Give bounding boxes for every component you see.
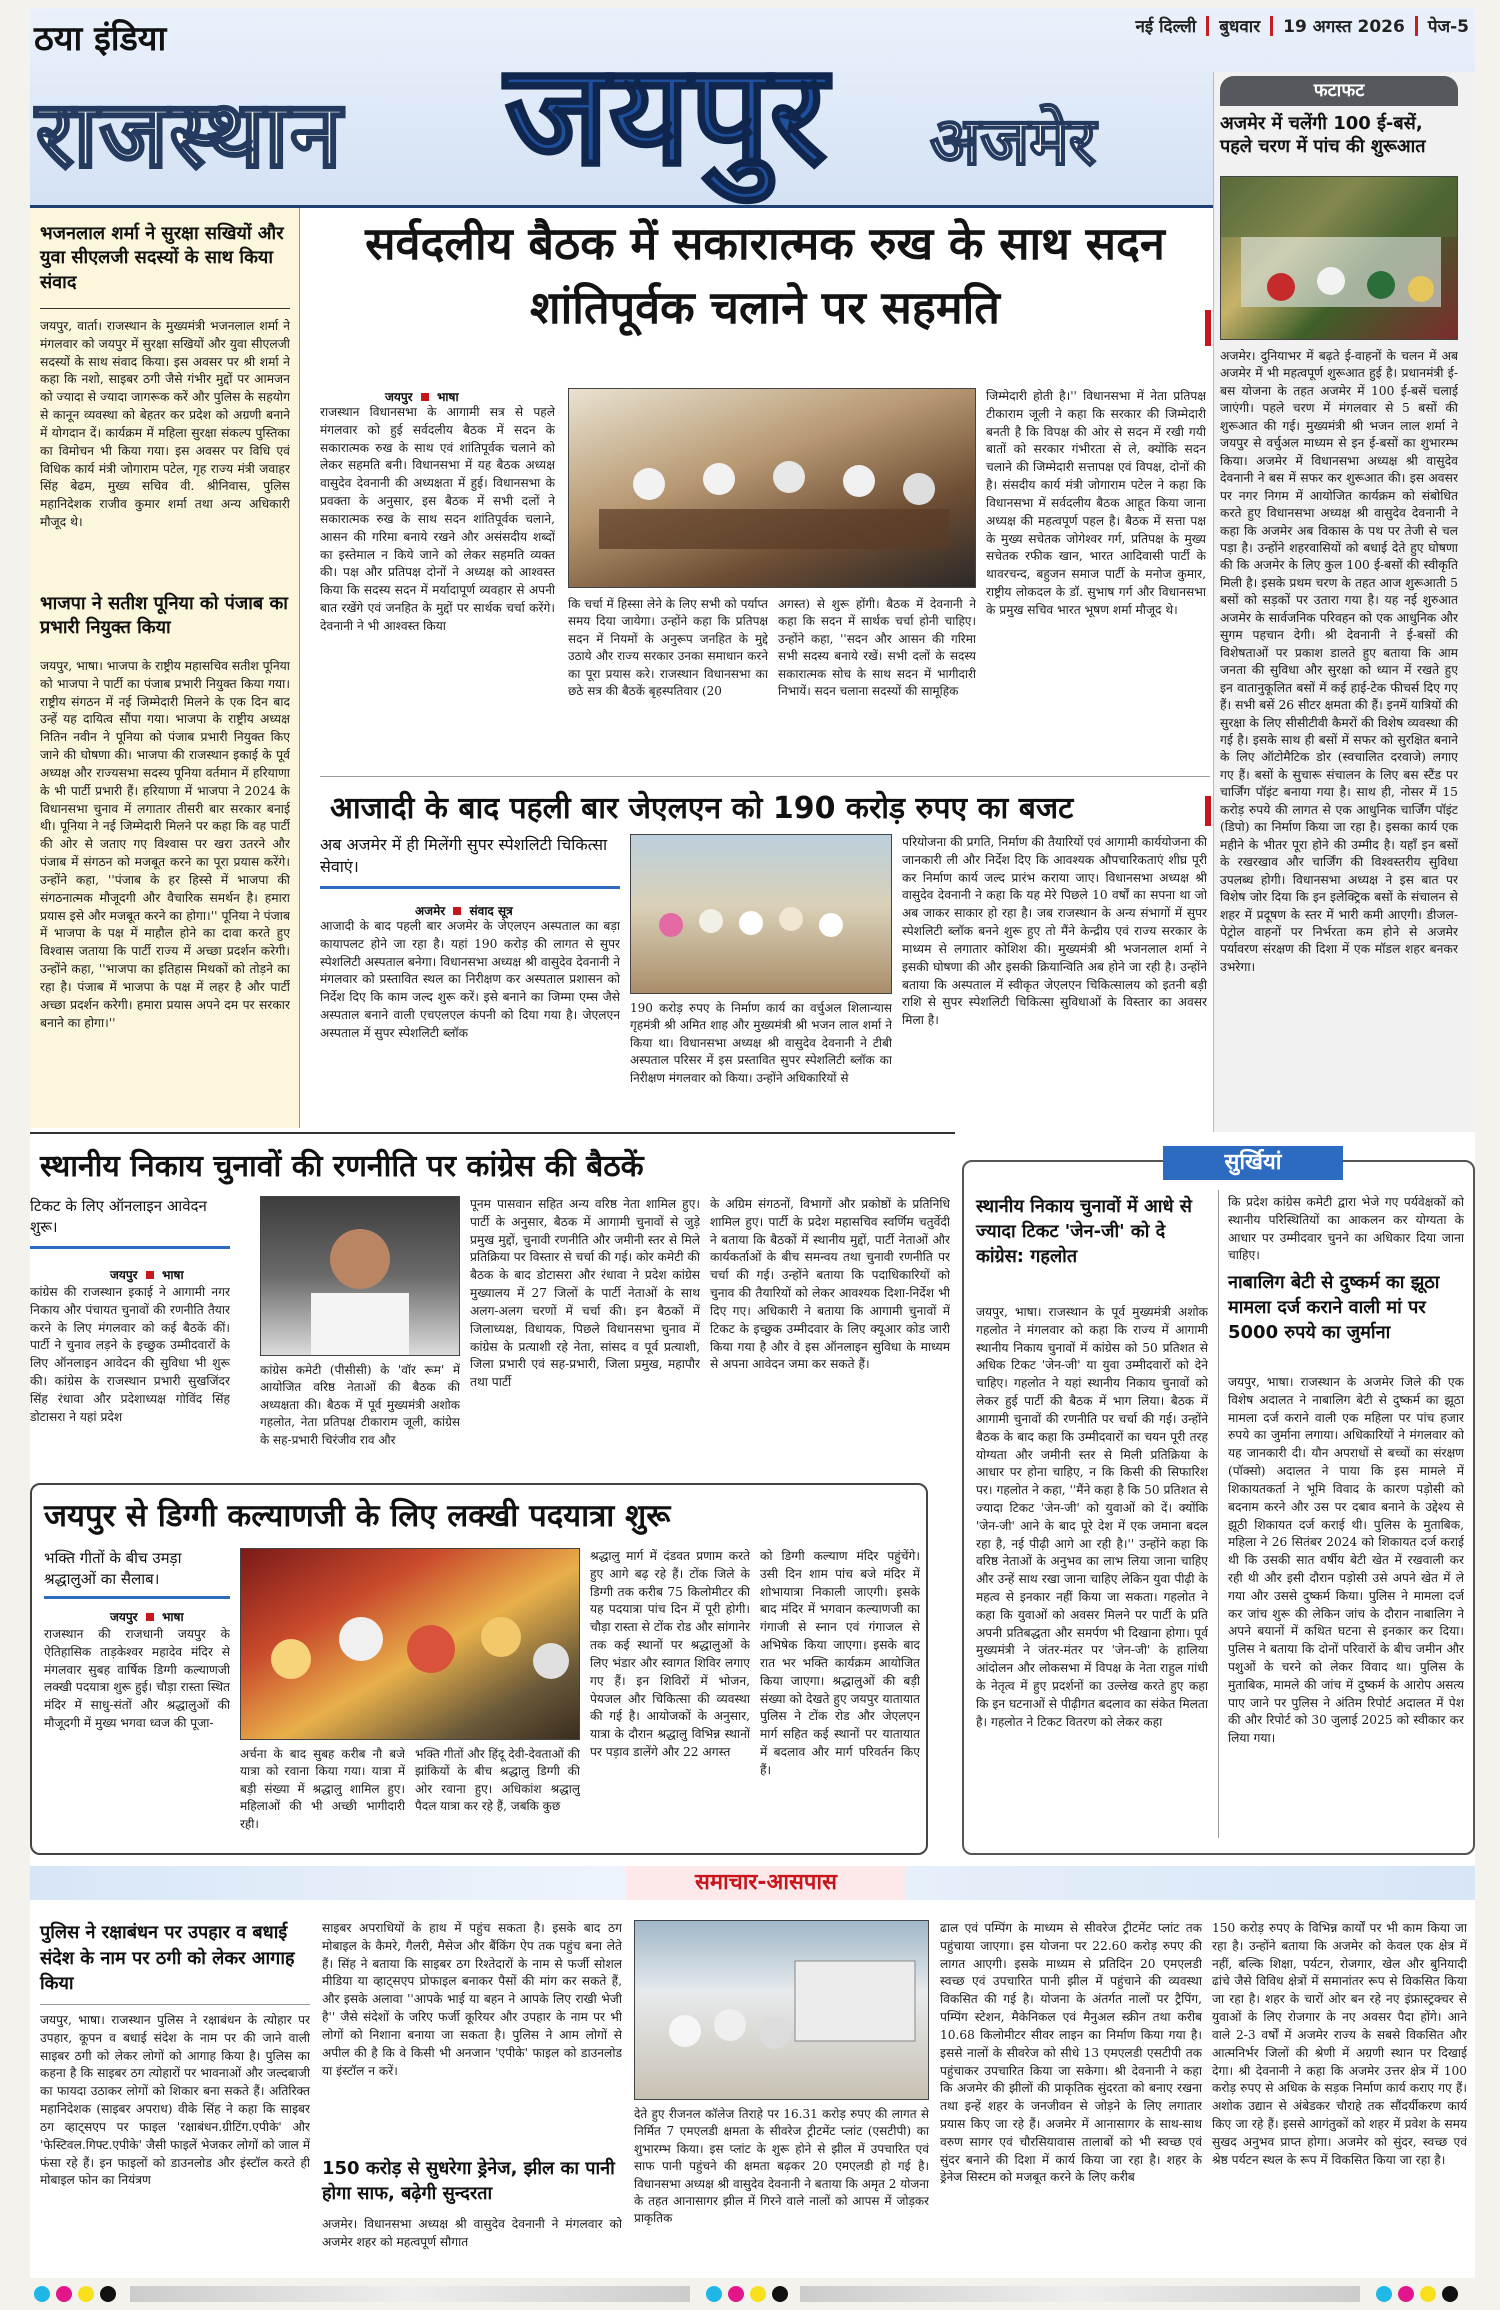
padyatra-column-5: को डिग्गी कल्याण मंदिर पहुंचेंगे। उसी दिन शाम पांच बजे मंदिर में शोभायात्रा निकाली जाएगी। इसके बाद मंदिर में भगवान कल्याणजी का गंगाजी से स्नान एवं गंगाजल से अभिषेक किया जाएगा। इसके बाद रात भर भक्ति कार्यक्रम आयोजित किया जाएगा। श्रद्धालुओं की बड़ी संख्या को देखते हुए जयपुर यातायात पुलिस ने टोंक रोड और जेएलएन मार्ग सहित कई स्थानों पर यातायात में बदलाव और मार्ग परिवर्तन किए हैं। [760,1549,920,1777]
cyan-registration-dot [1376,2286,1392,2302]
surkhiyan-tag: सुर्खियां [1163,1146,1343,1180]
divider [30,1246,230,1249]
black-registration-dot [100,2286,116,2302]
aaspaas-headline-2: 150 करोड़ से सुधरेगा ड्रेनेज, झील का पानी होगा साफ, बढ़ेगी सुन्दरता [322,2158,615,2205]
divider [320,886,620,889]
budget-byline [415,902,513,919]
byline-square-icon [421,393,429,401]
padyatra-kicker: भक्ति गीतों के बीच उमड़ा श्रद्धालुओं का सैलाब। [44,1549,182,1588]
yellow-registration-dot [750,2286,766,2302]
politician-portrait-figure [261,1197,459,1355]
left-article-2: जयपुर, भाषा। भाजपा के राष्ट्रीय महासचिव सतीश पूनिया को भाजपा ने पार्टी का पंजाब प्रभारी नियुक्त किया गया। राष्ट्रीय संगठन में नई जिम्मेदारी मिलने के एक दिन बाद उन्हें यह दायित्व सौंपा गया। भाजपा के राष्ट्रीय अध्यक्ष नितिन नवीन ने पूनिया को पंजाब प्रभारी नियुक्त किए जाने की घोषणा की। भाजपा की राजस्थान इकाई के पूर्व अध्यक्ष और राज्यसभा सदस्य पूनिया वर्तमान में हरियाणा के भी पार्टी प्रभारी हैं। हरियाणा में भाजपा ने 2024 के विधानसभा चुनाव में लगातार तीसरी बार सरकार बनाई थी। पूनिया ने नई जिम्मेदारी मिलने पर कहा कि वह पार्टी की ओर से जताए गए विश्वास पर खरा उतरने और पंजाब में संगठन को मजबूत करने का पूरा प्रयास करेंगे। उन्होंने कहा, ''पंजाब के हर हिस्से में भाजपा की संगठनात्मक मौजूदगी और वैचारिक समर्थन है। हमारा प्रयास इसे और मजबूत करने का होगा।'' पूनिया ने पंजाब में भाजपा के पक्ष में माहौल होने का दावा करते हुए विश्वास जताया कि पार्टी राज्य में अच्छा प्रदर्शन करेगी। उन्होंने कहा, ''भाजपा का इतिहास मिथकों को तोड़ने का रहा है। पंजाब में भाजपा के पक्ष में लहर है और पार्टी अच्छा प्रदर्शन करेगी। हमारा प्रयास अपने दम पर सरकार बनाने का होगा।'' [40,659,290,1030]
divider [320,776,1210,777]
divider [40,308,290,309]
fataft-body: अजमेर। दुनियाभर में बढ़ते ई-वाहनों के चलन में अब अजमेर में भी महत्वपूर्ण शुरूआत हुई है। प्रधानमंत्री ई-बस योजना के तहत अजमेर में 100 ई-बसें चलाई जाएंगी। पहले चरण में मंगलवार से 5 बसों की शुरूआत की गई। मुख्यमंत्री श्री भजन लाल शर्मा ने जयपुर से वर्चुअल माध्यम से इन ई-बसों का शुभारम्भ किया। अजमेर में विधानसभा अध्यक्ष श्री वासुदेव देवनानी ने बस में सफर कर शुरूआत की। इस अवसर पर नगर निगम में आयोजित कार्यक्रम को संबोधित करते हुए विधानसभा अध्यक्ष श्री वासुदेव देवनानी ने कहा कि अजमेर अब विकास के पथ पर तेजी से चल पड़ा है। उन्होंने शहरवासियों को बधाई देते हुए घोषणा की कि अजमेर के लिए कुल 100 ई-बसों की स्वीकृति मिली है। इसके प्रथम चरण के तहत आज शुरूआती 5 बसों को सड़कों पर उतारा गया है। यह नई शुरुआत अजमेर के सार्वजनिक परिवहन को एक आधुनिक और सुगम पहचान देगी। श्री देवनानी ने ई-बसों की विशेषताओं पर प्रकाश डालते हुए बताया कि आम जनता की सुविधा और सुरक्षा को ध्यान में रखते हुए इन वातानुकूलित बसों में कई हाई-टेक फीचर्स दिए गए हैं। सभी बसें 26 सीटर क्षमता की हैं। इनमें यात्रियों की सुरक्षा के लिए सीसीटीवी कैमरों की विशेष व्यवस्था की गई है। इसके साथ ही बसों में सफर को सुरक्षित बनाने के लिए ऑटोमैटिक डोर (स्वचालित दरवाजे) लगाए गए हैं। बसों के सुचारू संचालन के लिए बस स्टैंड पर चार्जिंग पॉइंट बनाया गया है। साथ ही, नोसर में 15 करोड़ रुपये की लागत से एक आधुनिक चार्जिंग पॉइंट (डिपो) का निर्माण किया जा रहा है। इसका कार्य एक महीने के भीतर पूरा होने की उम्मीद है। यहाँ इन बसों के रखरखाव और चार्जिंग की विश्वस्तरीय सुविधा उपलब्ध होगी। विधानसभा अध्यक्ष ने इस बात पर विशेष जोर दिया कि इन इलेक्ट्रिक बसों के संचालन से शहर में प्रदूषण के स्तर में भारी कमी आएगी। डीजल-पेट्रोल वाहनों पर निर्भरता कम होने से अजमेर पर्यावरण संरक्षण की दिशा में एक मॉडल शहर बनकर उभरेगा। [1220,349,1458,974]
aaspaas-tag: समाचार-आसपास [626,1866,906,1900]
padyatra-column-2: अर्चना के बाद सुबह करीब नौ बजे यात्रा को रवाना किया गया। यात्रा में बड़ी संख्या में श्रद्धालु शामिल हुए। महिलाओं की भी अच्छी भागीदारी रही। [240,1747,405,1831]
surkhiyan-headline-2: नाबालिग बेटी से दुष्कर्म का झूठा मामला दर्ज कराने वाली मां पर 5000 रुपये का जुर्माना [1228,1272,1440,1344]
procession-photo-scene [241,1549,579,1739]
congress-column-3: पूनम पासवान सहित अन्य वरिष्ठ नेता शामिल हुए। पार्टी के अनुसार, बैठक में आगामी चुनावों से जुड़े प्रमुख मुद्दों, चुनावी रणनीति और जमीनी स्तर से मिले प्रतिक्रिया पर विस्तार से चर्चा की गई। कोर कमेटी की बैठक के बाद डोटासरा और रंधावा ने प्रदेश कांग्रेस मुख्यालय में 27 जिलों के पार्टी नेताओं के साथ अलग-अलग चरणों में चर्चा की। इन बैठकों में जिलाध्यक्ष, विधायक, पिछले विधानसभा चुनाव में कांग्रेस के प्रत्याशी रहे नेता, सांसद व पूर्व प्रत्याशी, जिला प्रभारी एवं सह-प्रभारी, जिला प्रमुख, महापौर तथा पार्टी [470,1197,700,1390]
page-number: पेज-5 [1427,17,1469,37]
budget-column-1: आजादी के बाद पहली बार अजमेर के जेएलएन अस्पताल का बड़ा कायापलट होने जा रहा है। यहां 190 करोड़ की लागत से सुपर स्पेशलिटी अस्पताल बनेगा। विधानसभा अध्यक्ष श्री वासुदेव देवनानी ने मंगलवार को प्रस्तावित स्थल का निरीक्षण कर अस्पताल प्रशासन को निर्देश दिए कि काम जल्द शुरू करें। इसे बनाने का जिम्मा एम्स जैसे अस्पताल बनाने वाली एचएलएल कंपनी को दिया गया है। जेएलएन अस्पताल में सुपर स्पेशलिटी ब्लॉक [320,919,620,1040]
budget-byline-agency: संवाद सूत्र [469,904,513,918]
aaspaas-column-5: 150 करोड़ रुपए के विभिन्न कार्यों पर भी काम किया जा रहा है। उन्होंने बताया कि अजमेर को केवल एक क्षेत्र में नहीं, बल्कि शिक्षा, पर्यटन, रोजगार, खेल और बुनियादी ढांचे जैसे विविध क्षेत्रों में समानांतर रूप से विकसित किया जा रहा है। शहर के चारों ओर बन रहे नए इंफ्रास्ट्रक्चर से युवाओं के लिए रोजगार के नए अवसर पैदा होंगे। आने वाले 2-3 वर्षों में अजमेर राज्य के सबसे विकसित और आत्मनिर्भर जिलों की श्रेणी में अग्रणी स्थान पर दिखाई देगा। श्री देवनानी ने कहा कि अजमेर उत्तर क्षेत्र में 100 करोड़ रुपए से अधिक के सड़क निर्माण कार्य कराए गए हैं। अशोक उद्यान से अंबेडकर चौराहे तक सौंदर्यीकरण कार्य किए जा रहे हैं। इससे आगंतुकों को शहर में प्रवेश के समय सुखद अनुभव प्राप्त होगा। अजमेर को सुंदर, स्वच्छ एवं श्रेष्ठ पर्यटन स्थल के रूप में विकसित किया जा रहा है। [1212,1921,1467,2167]
hospital-visit-photo [630,834,892,994]
cyan-registration-dot [34,2286,50,2302]
aaspaas-column-3: देते हुए रीजनल कॉलेज तिराहे पर 16.31 करोड़ रुपए की लागत से निर्मित 7 एमएलडी क्षमता के सीवरेज ट्रीटमेंट प्लांट (एसटीपी) का शुभारम्भ किया। इस प्लांट के शुरू होने से झील में उपचारित एवं साफ पानी पहुंचने की क्षमता बढ़कर 20 एमएलडी हो गई है। विधानसभा अध्यक्ष श्री वासुदेव देवनानी ने बताया कि अमृत 2 योजना के तहत आनासागर झील में गिरने वाले नालों को आपस में जोड़कर प्राकृतिक [634,2107,929,2226]
padyatra-byline [110,1608,184,1625]
dateline-date: 19 अगस्त 2026 [1283,17,1405,37]
budget-byline-city: अजमेर [415,904,446,918]
lead-byline [385,388,459,405]
cyan-registration-dot [706,2286,722,2302]
divider [40,2004,310,2005]
congress-byline [110,1266,184,1283]
left-headline-2: भाजपा ने सतीश पूनिया को पंजाब का प्रभारी नियुक्त किया [40,593,288,639]
dateline [1135,14,1469,37]
budget-headline: आजादी के बाद पहली बार जेएलएन को 190 करोड़ रुपए का बजट [330,791,1074,826]
congress-kicker: टिकट के लिए ऑनलाइन आवेदन शुरू। [30,1197,207,1236]
print-registration-bar [0,2278,1500,2310]
padyatra-byline-city: जयपुर [110,1610,138,1624]
stp-inauguration-scene [635,1921,928,2099]
lead-headline: सर्वदलीय बैठक में सकारात्मक रुख के साथ सदन शांतिपूर्वक चलाने पर सहमति [365,217,1165,334]
dateline-separator [1270,16,1273,36]
aaspaas-article-1: जयपुर, भाषा। राजस्थान पुलिस ने रक्षाबंधन के त्योहार पर उपहार, कूपन व बधाई संदेश के नाम पर की जाने वाली साइबर ठगी को लेकर लोगों को आगाह किया है। पुलिस का कहना है कि साइबर ठग त्योहारों पर भावनाओं और जल्दबाजी का फायदा उठाकर लोगों को शिकार बना सकते हैं। अतिरिक्त महानिदेशक (साइबर अपराध) वीके सिंह ने कहा कि साइबर ठग व्हाट्सएप पर फाइल 'रक्षाबंधन.ग्रीटिंग.एपीके' और 'फेस्टिवल.गिफ्ट.एपीके' जैसी फाइलें भेजकर लोगों को जाल में फंसा रहे हैं। इन फाइलों को डाउनलोड और इंस्टॉल करते ही मोबाइल फोन का नियंत्रण [40,2013,310,2188]
magenta-registration-dot [728,2286,744,2302]
divider [1218,1190,1219,1838]
congress-column-2: कांग्रेस कमेटी (पीसीसी) के 'वॉर रूम' में आयोजित वरिष्ठ नेताओं की बैठक की अध्यक्षता की। बैठक में पूर्व मुख्यमंत्री अशोक गहलोत, नेता प्रतिपक्ष टीकाराम जूली, कांग्रेस के सह-प्रभारी चिरंजीव राव और [260,1363,460,1447]
lead-byline-agency: भाषा [436,390,459,404]
density-strip [130,2286,690,2302]
density-strip [800,2286,1360,2302]
divider [44,1596,230,1599]
padyatra-column-3: भक्ति गीतों और हिंदू देवी-देवताओं की झांकियों के बीच श्रद्धालु डिग्गी की ओर रवाना हुए। अधिकांश श्रद्धालु पैदल यात्रा कर रहे हैं, जबकि कुछ [415,1747,580,1814]
budget-kicker: अब अजमेर में ही मिलेंगी सुपर स्पेशलिटी चिकित्सा सेवाएं। [320,835,608,877]
divider [30,1132,955,1134]
fataft-tag: फटाफट [1220,76,1458,106]
congress-byline-city: जयपुर [110,1268,138,1282]
magenta-registration-dot [1398,2286,1414,2302]
aaspaas-article-2: अजमेर। विधानसभा अध्यक्ष श्री वासुदेव देवनानी ने मंगलवार को अजमेर शहर को महत्वपूर्ण सौगात [322,2217,622,2249]
padyatra-column-4: श्रद्धालु मार्ग में दंडवत प्रणाम करते हुए आगे बढ़ रहे हैं। टोंक जिले के डिग्गी तक करीब 75 किलोमीटर की यह पदयात्रा पांच दिन में पूरी होगी। चौड़ा रास्ता से टोंक रोड और सांगानेर तक कई स्थानों पर श्रद्धालुओं के लिए भंडार और स्वागत शिविर लगाए गए हैं। इन शिविरों में भोजन, पेयजल और चिकित्सा की व्यवस्था की गई है। आयोजकों के अनुसार, यात्रा के दौरान श्रद्धालु विभिन्न स्थानों पर पड़ाव डालेंगे और 22 अगस्त [590,1549,750,1759]
politician-portrait [260,1196,460,1356]
budget-column-2: 190 करोड़ रुपए के निर्माण कार्य का वर्चुअल शिलान्यास गृहमंत्री श्री अमित शाह और मुख्यमंत्री श्री भजन लाल शर्मा ने किया था। विधानसभा अध्यक्ष श्री वासुदेव देवनानी ने टीबी अस्पताल परिसर में इस प्रस्तावित सुपर स्पेशलिटी ब्लॉक का निरीक्षण मंगलवार को किया। उन्होंने अधिकारियों से [630,1001,892,1085]
sub-city-title: अजमेर [930,103,1096,180]
ebus-photo [1220,176,1458,340]
byline-square-icon [146,1613,154,1621]
lead-byline-city: जयपुर [385,390,413,404]
padyatra-byline-agency: भाषा [161,1610,184,1624]
dateline-day: बुधवार [1219,17,1261,37]
fataft-headline: अजमेर में चलेंगी 100 ई-बसें, पहले चरण में पांच की शुरूआत [1220,113,1426,158]
brand-logo: ठया इंडिया [34,19,167,59]
congress-column-4: के अग्रिम संगठनों, विभागों और प्रकोष्ठों के प्रतिनिधि शामिल हुए। पार्टी के प्रदेश महासचिव स्वर्णिम चतुर्वेदी ने बताया कि बैठकों में स्थानीय मुद्दों, पार्टी नेताओं और कार्यकर्ताओं के बीच समन्वय तथा चुनावी रणनीति पर चर्चा की गई। उन्होंने बताया कि पदाधिकारियों को चुनाव की तैयारियों को लेकर आवश्यक दिशा-निर्देश भी दिए गए। अधिकारी ने बताया कि आगामी चुनावों में टिकट के इच्छुक उम्मीदवार के लिए क्यूआर कोड जारी किया गया है और वे इस ऑनलाइन सुविधा के माध्यम से अपना आवेदन जमा कर सकते हैं। [710,1197,950,1372]
lead-column-2: कि चर्चा में हिस्सा लेने के लिए सभी को पर्याप्त समय दिया जायेगा। उन्होंने कहा कि प्रतिपक्ष सदन में नियमों के अनुरूप जनहित के मुद्दे उठाये और राज्य सरकार उनका समाधान करने का पूरा प्रयास करे। राजस्थान विधानसभा का छठे सत्र की बैठकें बृहस्पतिवार (20 [568,597,768,698]
lead-column-4: जिम्मेदारी होती है।'' विधानसभा में नेता प्रतिपक्ष टीकाराम जूली ने कहा कि सरकार की जिम्मेदारी बनती है कि विपक्ष की ओर से सदन में रखी गयी बातों को सरकार गंभीरता से ले, क्योंकि सदन चलाने की जिम्मेदारी सत्तापक्ष एवं विपक्ष, दोनों की है। संसदीय कार्य मंत्री जोगाराम पटेल ने कहा कि विधानसभा में सर्वदलीय बैठक आहूत किया जाना अध्यक्ष की महत्वपूर्ण पहल है। बैठक में सत्ता पक्ष के मुख्य सचेतक जोगेश्वर गर्ग, प्रतिपक्ष के मुख्य सचेतक रफीक खान, भारत आदिवासी पार्टी के थावरचन्द, बहुजन समाज पार्टी के मनोज कुमार, राष्ट्रीय लोकदल के डॉ. सुभाष गर्ग और विधानसभा के प्रमुख सचिव भारत भूषण शर्मा मौजूद थे। [986,389,1206,617]
newspaper-page [30,8,1475,2278]
dateline-separator [1206,16,1209,36]
padyatra-headline: जयपुर से डिग्गी कल्याणजी के लिए लक्खी पदयात्रा शुरू [44,1498,671,1534]
city-title: जयपुर [505,34,827,197]
lead-column-3: अगस्त) से शुरू होंगी। बैठक में देवनानी ने कहा कि सदन में सार्थक चर्चा होनी चाहिए। उन्होंने कहा, ''सदन और आसन की गरिमा सभी सदस्य बनाये रखें। सभी दलों के सदस्य सकारात्मक सोच के साथ सदन में भागीदारी निभायें। सदन चलाना सदस्यों की सामूहिक [778,597,976,698]
left-article-1: जयपुर, वार्ता। राजस्थान के मुख्यमंत्री भजनलाल शर्मा ने मंगलवार को जयपुर में सुरक्षा सखियों और युवा सीएलजी सदस्यों के साथ संवाद किया। इस अवसर पर श्री शर्मा ने कहा कि नशो, साइबर ठगी जैसे गंभीर मुद्दों पर आमजन को ज्यादा से ज्यादा जागरूक करें और पुलिस के सहयोग से कानून व्यवस्था को बेहतर कर प्रदेश को अग्रणी बनाने में योगदान दें। कार्यक्रम में महिला सुरक्षा संकल्प पुस्तिका का विमोचन भी किया गया। इस अवसर पर विधि एवं विधिक कार्य मंत्री जोगाराम पटेल, गृह राज्य मंत्री जवाहर सिंह बेढम, मुख्य सचिव वी. श्रीनिवास, पुलिस महानिदेशक राजीव कुमार शर्मा तथा अन्य अधिकारी मौजूद थे। [40,319,290,530]
ebus-photo-scene [1221,177,1457,339]
surkhiyan-article-1: जयपुर, भाषा। राजस्थान के पूर्व मुख्यमंत्री अशोक गहलोत ने मंगलवार को कहा कि राज्य में आगामी स्थानीय निकाय चुनावों में कांग्रेस को 50 प्रतिशत से अधिक टिकट 'जेन-जी' या युवा उम्मीदवारों को देने चाहिए। गहलोत ने यहां स्थानीय निकाय चुनावों को लेकर हुई पार्टी की बैठक में भाग लिया। बैठक में आगामी चुनावों की रणनीति पर चर्चा की गई। उन्होंने बैठक के बाद कहा कि उम्मीदवारों का चयन पूरी तरह योग्यता और जमीनी स्तर से मिली प्रतिक्रिया के आधार पर होना चाहिए, न कि किसी की सिफारिश पर। गहलोत ने कहा, ''मैंने कहा है कि 50 प्रतिशत से ज्यादा टिकट 'जेन-जी' को युवाओं को दें। क्योंकि 'जेन-जी' आने के बाद पूरे देश में एक जमाना बदल रहा है, नई पीढ़ी आगे आ रही है।'' उन्होंने कहा कि वरिष्ठ नेताओं के अनुभव का लाभ लिया जाना चाहिए और उन्हें साथ रखा जाना चाहिए लेकिन युवा पीढ़ी के महत्व से इनकार नहीं किया जा सकता। गहलोत ने कहा कि युवाओं को अवसर मिलने पर पार्टी के प्रति अपनी प्रतिबद्धता और समर्पण भी दिखाना होगा। पूर्व मुख्यमंत्री ने जंतर-मंतर पर 'जेन-जी' के हालिया आंदोलन और लोकसभा में विपक्ष के नेता राहुल गांधी के नेतृत्व में हुए प्रदर्शनों का उल्लेख करते हुए कहा कि इन घटनाओं से पीढ़ीगत बदलाव का संकेत मिलता है। गहलोत ने टिकट वितरण को लेकर कहा [976,1305,1208,1729]
hospital-visit-scene [631,835,891,993]
meeting-photo [568,388,976,588]
surkhiyan-article-2: जयपुर, भाषा। राजस्थान के अजमेर जिले की एक विशेष अदालत ने नाबालिग बेटी से दुष्कर्म का झूठा मामला दर्ज कराने वाली एक महिला पर पांच हजार रुपये का जुर्माना लगाया। अधिकारियों ने मंगलवार को यह जानकारी दी। यौन अपराधों से बच्चों का संरक्षण (पॉक्सो) अदालत ने पाया कि इस मामले में शिकायतकर्ता ने भूमि विवाद के कारण पड़ोसी को बदनाम करने और उस पर दबाव बनाने के उद्देश्य से झूठी शिकायत दर्ज कराई थी। पुलिस के मुताबिक, महिला ने 26 सितंबर 2024 को शिकायत दर्ज कराई थी कि उसकी सात वर्षीय बेटी खेत में रखवाली कर रही थी और इसी दौरान पड़ोसी उसे अपने खेत में ले गया और उससे दुष्कर्म किया। पुलिस ने मामला दर्ज कर जांच शुरू की लेकिन जांच के दौरान नाबालिग ने अपने बयानों में कथित घटना से इनकार कर दिया। पुलिस ने बताया कि दोनों परिवारों के बीच जमीन और पशुओं के चरने को लेकर विवाद था। पुलिस के मुताबिक, मामले की जांच में दुष्कर्म के आरोप असत्य पाए जाने पर पुलिस ने अंतिम रिपोर्ट अदालत में पेश की और रिपोर्ट को 30 जुलाई 2025 को स्वीकार कर लिया गया। [1228,1375,1464,1746]
padyatra-column-1: राजस्थान की राजधानी जयपुर के ऐतिहासिक ताड़केश्वर महादेव मंदिर से मंगलवार सुबह वार्षिक डिग्गी कल्याणजी लक्खी पदयात्रा शुरू हुई। चौड़ा रास्ता स्थित मंदिर में साधु-संतों और श्रद्धालुओं की मौजूदगी में मुख्य भगवा ध्वज की पूजा- [44,1627,230,1731]
black-registration-dot [1442,2286,1458,2302]
budget-column-3: परियोजना की प्रगति, निर्माण की तैयारियों एवं आगामी कार्ययोजना की जानकारी ली और निर्देश दिए कि आवश्यक औपचारिकताएं शीघ्र पूरी कर निर्माण कार्य जल्द प्रारंभ कराया जाए। विधानसभा अध्यक्ष श्री वासुदेव देवनानी ने कहा कि यह मेरे पिछले 10 वर्षों का सपना था जो अब जाकर साकार हो रहा है। जब राजस्थान के अन्य संभागों में सुपर स्पेशलिटी ब्लॉक बनने शुरू हुए तो मैंने केन्द्रीय एवं राज्य सरकार के माध्यम से लगातार कोशिश की। मुख्यमंत्री श्री भजनलाल शर्मा ने इसकी घोषणा की और इसकी क्रियान्विति अब होने जा रही है। उन्होंने बताया कि अस्पताल में स्वीकृत जेएलएन चिकित्सालय को इतनी बड़ी राशि से सुपर स्पेशलिटी चिकित्सा सुविधाओं के विस्तार का अवसर मिला है। [902,835,1207,1028]
congress-column-1: कांग्रेस की राजस्थान इकाई ने आगामी नगर निकाय और पंचायत चुनावों की रणनीति तैयार करने के लिए मंगलवार को कई बैठकें कीं। पार्टी ने चुनाव लड़ने के इच्छुक उम्मीदवारों के लिए ऑनलाइन आवेदन की सुविधा भी शुरू की। कांग्रेस के राजस्थान प्रभारी सुखजिंदर सिंह रंधावा और प्रदेशाध्यक्ष गोविंद सिंह डोटासरा ने यहां प्रदेश [30,1285,230,1424]
yellow-registration-dot [1420,2286,1436,2302]
dateline-separator [1415,16,1418,36]
lead-column-1: राजस्थान विधानसभा के आगामी सत्र से पहले मंगलवार को हुई सर्वदलीय बैठक में सदन के सकारात्मक रुख के साथ एवं शांतिपूर्वक चलाने को लेकर सहमति बनी। विधानसभा में यह बैठक अध्यक्ष वासुदेव देवनानी की अध्यक्षता में हुई। विधानसभा के प्रवक्ता के अनुसार, इस बैठक में सभी दलों ने सकारात्मक रुख के साथ सदन शांतिपूर्वक चलाने, आसन की गरिमा बनाये रखने और असंसदीय शब्दों का इस्तेमाल न किये जाने को लेकर सहमति व्यक्त की। पक्ष और प्रतिपक्ष दोनों ने अध्यक्ष को आश्वस्त किया कि सदस्य सदन में मर्यादापूर्ण व्यवहार से अपनी बात रखेंगे एवं जनहित के मुद्दों पर सार्थक चर्चा करेंगे। देवनानी ने भी आश्वस्त किया [320,405,555,633]
aaspaas-column-4: ढाल एवं पम्पिंग के माध्यम से सीवरेज ट्रीटमेंट प्लांट तक पहुंचाया जाएगा। इस योजना पर 22.60 करोड़ रुपए की लागत आएगी। इसके माध्यम से प्रतिदिन 20 एमएलडी स्वच्छ एवं उपचारित पानी झील में पहुंचाने की व्यवस्था विकसित की गई है। योजना के अंतर्गत नालों पर ट्रैपिंग, पम्पिंग स्टेशन, मैकेनिकल एवं मैनुअल स्क्रीन तथा करीब 10.68 किलोमीटर सीवर लाइन का निर्माण किया गया है। इससे नालों के सीवरेज को सीधे 13 एमएलडी एसटीपी तक पहुंचाकर उपचारित किया जा सकेगा। श्री देवनानी ने कहा कि अजमेर की झीलों की प्राकृतिक सुंदरता को बनाए रखना तथा इन्हें शहर के जनजीवन से जोड़ने के लिए लगातार प्रयास किए जा रहे हैं। अजमेर में आनासागर के साथ-साथ वरुण सागर एवं चौरसियावास तालाबों को भी स्वच्छ एवं सुंदर बनाने की दिशा में कार्य किया जा रहा है। शहर के ड्रेनेज सिस्टम को मजबूत करने के लिए करीब [940,1921,1202,2185]
magenta-registration-dot [56,2286,72,2302]
congress-byline-agency: भाषा [161,1268,184,1282]
surkhiyan-headline-1: स्थानीय निकाय चुनावों में आधे से ज्यादा टिकट 'जेन-जी' को दे कांग्रेस: गहलोत [976,1196,1192,1268]
aaspaas-headline-1: पुलिस ने रक्षाबंधन पर उपहार व बधाई संदेश के नाम पर ठगी को लेकर आगाह किया [40,1922,295,1995]
black-registration-dot [772,2286,788,2302]
aaspaas-article-1-continued: साइबर अपराधियों के हाथ में पहुंच सकता है। इसके बाद ठग मोबाइल के कैमरे, गैलरी, मैसेज और बैंकिंग ऐप तक पहुंच बना लेते हैं। सिंह ने बताया कि साइबर ठग रिश्तेदारों के नाम से फर्जी सोशल मीडिया या व्हाट्सएप प्रोफाइल बनाकर पैसों की मांग कर सकते हैं, और इसके अलावा ''आपके भाई या बहन ने आपके लिए राखी भेजी है'' जैसे संदेशों के जरिए फर्जी कूरियर और उपहार के नाम पर भी लोगों को निशाना बनाया जा सकता है। पुलिस ने आम लोगों से अपील की है कि वे किसी भी अनजान 'एपीके' फाइल को डाउनलोड या इंस्टॉल न करें। [322,1921,622,2078]
byline-square-icon [453,907,461,915]
dateline-city: नई दिल्ली [1135,17,1197,37]
surkhiyan-article-1-continued: कि प्रदेश कांग्रेस कमेटी द्वारा भेजे गए पर्यवेक्षकों को स्थानीय परिस्थितियों का आकलन कर योग्यता के आधार पर उम्मीदवार चुनने का अधिकार दिया जाना चाहिए। [1228,1195,1464,1263]
stp-inauguration-photo [634,1920,929,2100]
state-title: राजस्थान [36,81,344,188]
procession-photo [240,1548,580,1740]
left-headline-1: भजनलाल शर्मा ने सुरक्षा सखियों और युवा सीएलजी सदस्यों के साथ किया संवाद [40,223,284,293]
byline-square-icon [146,1271,154,1279]
congress-headline: स्थानीय निकाय चुनावों की रणनीति पर कांग्रेस की बैठकें [40,1149,644,1184]
meeting-photo-scene [569,389,975,587]
yellow-registration-dot [78,2286,94,2302]
